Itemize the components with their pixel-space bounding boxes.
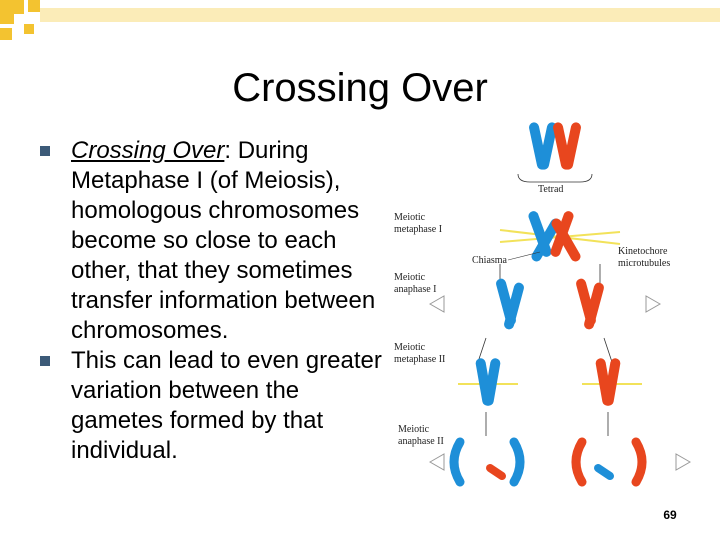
square-bullet-icon [40, 146, 50, 156]
label-tetrad: Tetrad [538, 184, 564, 195]
label-meiotic-metaphase-2-a: Meiotic [394, 342, 426, 353]
slide-title: Crossing Over [232, 66, 488, 110]
svg-text:metaphase II [394, 354, 445, 365]
anaphase-1-chromosomes [495, 278, 605, 331]
bullet-term: Crossing Over [71, 137, 225, 164]
page-number: 69 [663, 508, 677, 522]
svg-text:Meiotic [394, 272, 426, 283]
bullet-separator: : [224, 137, 238, 164]
label-meiotic-anaphase-2-a: Meiotic [398, 424, 430, 435]
svg-text:Kinetochore [618, 246, 668, 257]
svg-text:anaphase I [394, 284, 436, 295]
label-kinetochore-a: Kinetochore [618, 246, 668, 257]
bullet-text: During Metaphase I (of Meiosis), homologous chromosomes become so close to each other, that they sometimes transfer information between chromosomes. [71, 137, 376, 344]
svg-text:Meiotic [398, 424, 430, 435]
bullet-text: This can lead to even greater variation between the gametes formed by that individual. [71, 347, 382, 464]
metaphase-2-chromosomes [475, 357, 621, 406]
label-meiotic-anaphase-1-a: Meiotic [394, 272, 426, 283]
anaphase-2-chromosomes [454, 442, 642, 482]
label-meiotic-anaphase-2-b: anaphase II [398, 436, 444, 447]
tetrad-chromosomes [528, 121, 582, 170]
bullet-item [40, 346, 390, 466]
svg-text:Meiotic [394, 342, 426, 353]
label-meiotic-metaphase-1-b: metaphase I [394, 224, 443, 235]
svg-text:metaphase I [394, 224, 442, 235]
square-bullet-icon [40, 356, 50, 366]
svg-text:microtubules [618, 258, 670, 269]
bullet-item [40, 136, 390, 346]
svg-text:Meiotic [394, 212, 426, 223]
label-kinetochore-b: microtubules [618, 258, 671, 269]
meiosis-diagram [390, 112, 700, 502]
label-chiasma: Chiasma [472, 255, 507, 266]
label-meiotic-metaphase-2-b: metaphase II [394, 354, 446, 365]
corner-accent [0, 0, 720, 60]
label-meiotic-metaphase-1-a: Meiotic [394, 212, 426, 223]
svg-text:anaphase II [398, 436, 444, 447]
label-meiotic-anaphase-1-b: anaphase I [394, 284, 437, 295]
bullet-list [40, 136, 390, 466]
